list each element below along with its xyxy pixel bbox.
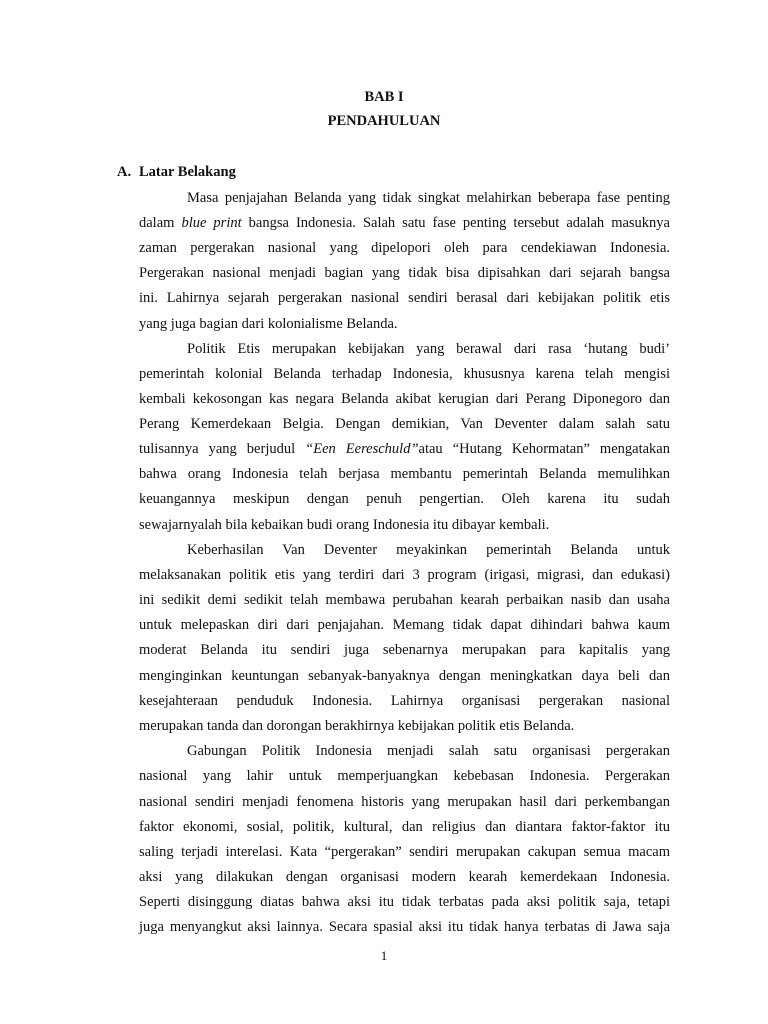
italic-text: blue print [181,215,242,231]
text-line [139,214,670,232]
text-run: menginginkan keuntungan sebanyak-banyaknya dengan meningkatkan daya beli dan [139,668,670,684]
text-line [139,440,670,458]
text-run: Seperti disinggung diatas bahwa aksi itu tidak terbatas pada aksi politik saja, tetapi [139,894,670,910]
text-run: Pergerakan nasional menjadi bagian yang tidak bisa dipisahkan dari sejarah bangsa [139,265,670,281]
text-run: sewajarnyalah bila kebaikan budi orang Indonesia itu dibayar kembali. [139,517,550,533]
text-run: nasional yang lahir untuk memperjuangkan kebebasan Indonesia. Pergerakan [139,768,670,784]
text-line [139,315,398,333]
text-line [139,264,670,282]
section-letter: A. [117,164,132,180]
text-run: kesejahteraan penduduk Indonesia. Lahirnya organisasi pergerakan nasional [139,693,670,709]
text-line [139,566,670,584]
text-run: kembali kekosongan kas negara Belanda akibat kerugian dari Perang Diponegoro dan [139,391,670,407]
text-line [139,868,670,886]
text-run: saling terjadi interelasi. Kata “pergerakan” sendiri merupakan cakupan semua macam [139,844,670,860]
text-line [187,742,670,760]
text-run: Masa penjajahan Belanda yang tidak singkat melahirkan beberapa fase penting [187,190,670,206]
page-number: 1 [380,948,388,963]
text-line [139,717,574,735]
text-line [139,616,670,634]
text-line [139,918,670,936]
text-run: merupakan tanda dan dorongan berakhirnya kebijakan politik etis Belanda. [139,718,575,734]
text-run: nasional sendiri menjadi fenomena historis yang merupakan hasil dari perkembangan [139,794,670,810]
text-run: tulisannya yang berjudul [139,441,306,457]
text-run: yang juga bagian dari kolonialisme Belanda. [139,316,398,332]
text-run: atau “Hutang Kehormatan” mengatakan [418,441,670,457]
text-line [139,667,670,685]
text-run: faktor ekonomi, sosial, politik, kultural, dan religius dan diantara faktor-faktor itu [139,819,670,835]
chapter-title: PENDAHULUAN [327,113,441,129]
text-run: bangsa Indonesia. Salah satu fase penting tersebut adalah masuknya [241,215,670,231]
chapter-number: BAB I [364,89,404,105]
text-line [139,415,670,433]
text-run: pemerintah kolonial Belanda terhadap Indonesia, khususnya karena telah mengisi [139,366,670,382]
text-run: dalam [139,215,182,231]
text-run: zaman pergerakan nasional yang dipelopori oleh para cendekiawan Indonesia. [139,240,670,256]
text-run: Keberhasilan Van Deventer meyakinkan pemerintah Belanda untuk [187,542,670,558]
text-line [139,490,670,508]
text-line [139,365,670,383]
text-run: untuk melepaskan diri dari penjajahan. Memang tidak dapat dihindari bahwa kaum [139,617,670,633]
text-line [139,793,670,811]
text-run: aksi yang dilakukan dengan organisasi modern kearah kemerdekaan Indonesia. [139,869,670,885]
text-line [139,289,670,307]
text-run: Gabungan Politik Indonesia menjadi salah satu organisasi pergerakan [187,743,670,759]
text-line [139,239,670,257]
text-run: juga menyangkut aksi lainnya. Secara spasial aksi itu tidak hanya terbatas di Jawa saja [139,919,670,935]
text-run: ini. Lahirnya sejarah pergerakan nasional sendiri berasal dari kebijakan politik etis [139,290,670,306]
text-line [139,516,549,534]
text-line [187,340,670,358]
text-line [187,541,670,559]
text-line [139,591,670,609]
text-run: Politik Etis merupakan kebijakan yang berawal dari rasa ‘hutang budi’ [187,341,670,357]
text-run: moderat Belanda itu sendiri juga sebenarnya merupakan para kapitalis yang [139,642,670,658]
text-run: melaksanakan politik etis yang terdiri dari 3 program (irigasi, migrasi, dan edukasi) [139,567,670,583]
text-line [139,692,670,710]
text-line [139,465,670,483]
text-run: keuangannya meskipun dengan penuh pengertian. Oleh karena itu sudah [139,491,670,507]
text-line [139,893,670,911]
text-line [139,818,670,836]
text-line [139,641,670,659]
text-line [139,843,670,861]
text-line [139,767,670,785]
italic-text: “Een Eereschuld” [305,441,419,457]
text-run: Perang Kemerdekaan Belgia. Dengan demikian, Van Deventer dalam salah satu [139,416,670,432]
text-run: bahwa orang Indonesia telah berjasa membantu pemerintah Belanda memulihkan [139,466,670,482]
section-heading [117,164,236,181]
text-line [187,189,670,207]
text-run: ini sedikit demi sedikit telah membawa perubahan kearah perbaikan nasib dan usaha [139,592,670,608]
section-title: Latar Belakang [139,164,236,180]
text-line [139,390,670,408]
